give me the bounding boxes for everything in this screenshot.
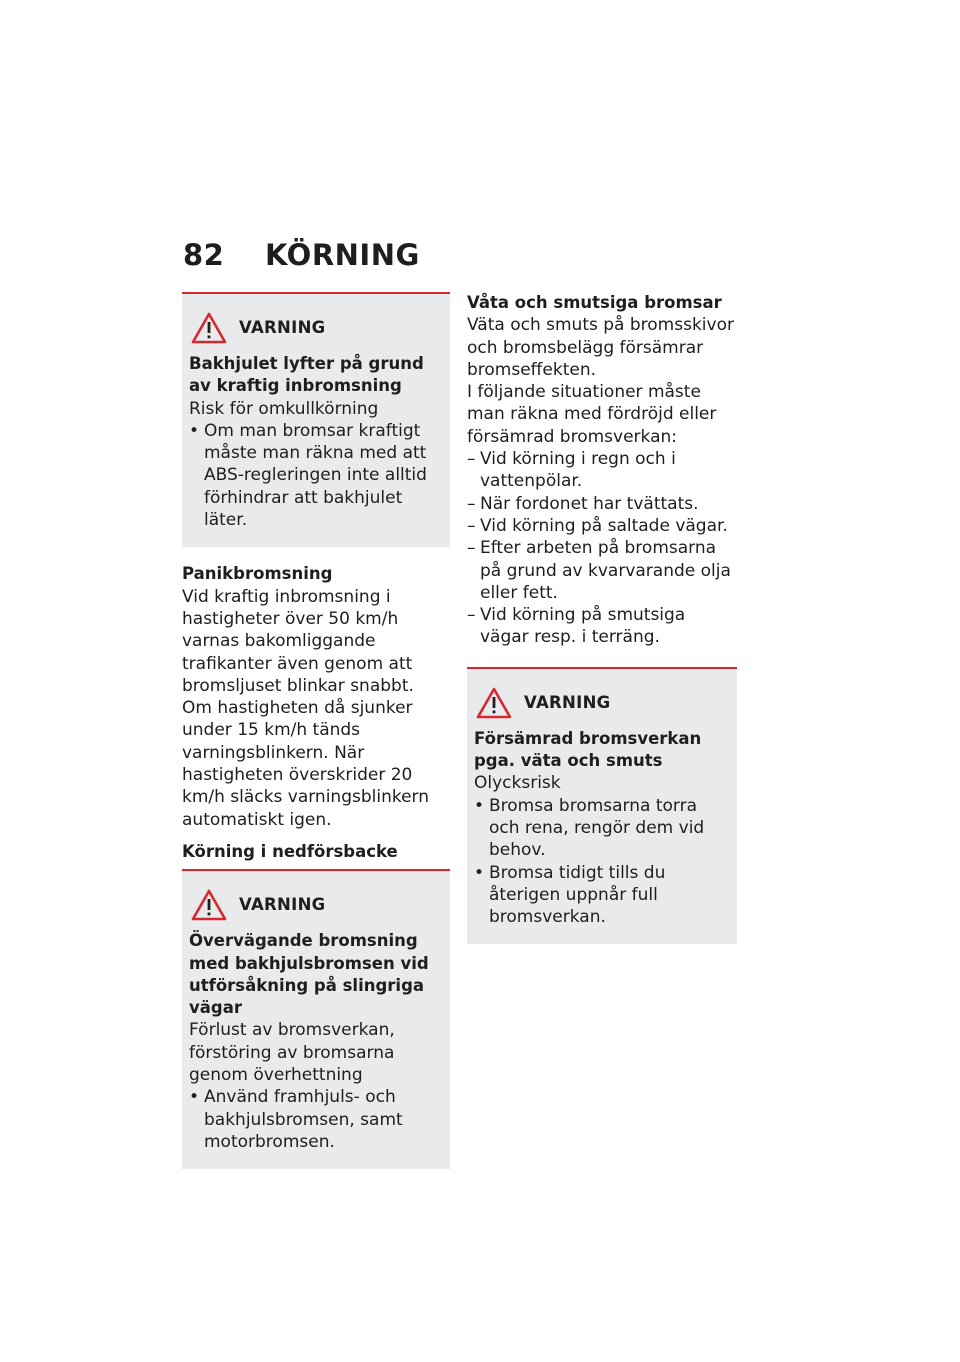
warning-box-reduced-braking xyxy=(467,667,737,945)
warning-title: Övervägande bromsning med bakhjulsbromsen vid utförsåkning på slingriga vägar xyxy=(189,931,429,1018)
warning-label: VARNING xyxy=(239,317,326,337)
dash-item: – Vid körning i regn och i vattenpölar. xyxy=(467,448,737,493)
page-header xyxy=(183,238,420,272)
dash-item: – Vid körning på saltade vägar. xyxy=(467,515,737,537)
warning-label: VARNING xyxy=(239,895,326,915)
warning-title: Bakhjulet lyfter på grund av kraftig inbromsning xyxy=(189,354,424,396)
warning-box-rear-wheel-lift xyxy=(182,292,450,547)
warning-title: Försämrad bromsverkan pga. väta och smuts xyxy=(474,728,702,771)
section-nedforsbacke xyxy=(182,841,450,863)
dash-item: – Vid körning på smutsiga vägar resp. i terräng. xyxy=(467,604,737,649)
warning-bullet: • Bromsa bromsarna torra och rena, rengör dem vid behov. xyxy=(474,795,731,862)
warning-header xyxy=(189,885,444,925)
warning-label: VARNING xyxy=(524,692,611,712)
page-number: 82 xyxy=(183,238,225,272)
warning-bullet: • Använd framhjuls- och bakhjulsbromsen, samt motorbromsen. xyxy=(189,1086,444,1153)
warning-header xyxy=(474,683,731,723)
paragraph: Väta och smuts på bromsskivor och bromsbelägg försämrar bromseffekten. xyxy=(467,315,734,380)
warning-header xyxy=(189,308,444,348)
warning-bullet: • Bromsa tidigt tills du återigen uppnår full bromsverkan. xyxy=(474,862,731,929)
warning-box-downhill-braking xyxy=(182,869,450,1169)
dash-item: – Efter arbeten på bromsarna på grund av kvarvarande olja eller fett. xyxy=(467,537,737,604)
warning-risk: Olycksrisk xyxy=(474,773,561,794)
warning-triangle-icon xyxy=(191,312,227,344)
warning-triangle-icon xyxy=(191,889,227,921)
paragraph: Om hastigheten då sjunker under 15 km/h tänds varningsblinkern. När hastigheten överskrider 20 km/h släcks varningsblinkern automatiskt igen. xyxy=(182,698,430,830)
section-wet-brakes xyxy=(467,292,737,649)
warning-risk: Risk för omkullkörning xyxy=(189,398,379,419)
warning-risk: Förlust av bromsverkan, förstöring av bromsarna genom överhettning xyxy=(189,1020,395,1086)
warning-bullet: • Om man bromsar kraftigt måste man räkna med att ABS-regleringen inte alltid förhindrar att bakhjulet läter. xyxy=(189,420,444,531)
paragraph: I följande situationer måste man räkna med fördröjd eller försämrad bromsverkan: xyxy=(467,382,717,447)
warning-triangle-icon xyxy=(476,687,512,719)
chapter-title: KÖRNING xyxy=(265,238,420,272)
section-title: Våta och smutsiga bromsar xyxy=(467,293,722,312)
dash-item: – När fordonet har tvättats. xyxy=(467,493,737,515)
left-column xyxy=(182,292,450,1169)
right-column xyxy=(467,292,737,944)
section-title: Panikbromsning xyxy=(182,564,333,584)
paragraph: Vid kraftig inbromsning i hastigheter över 50 km/h varnas bakomliggande trafikanter även genom att bromsljuset blinkar snabbt. xyxy=(182,586,414,696)
section-title: Körning i nedförsbacke xyxy=(182,841,398,861)
section-panikbromsning xyxy=(182,563,450,831)
